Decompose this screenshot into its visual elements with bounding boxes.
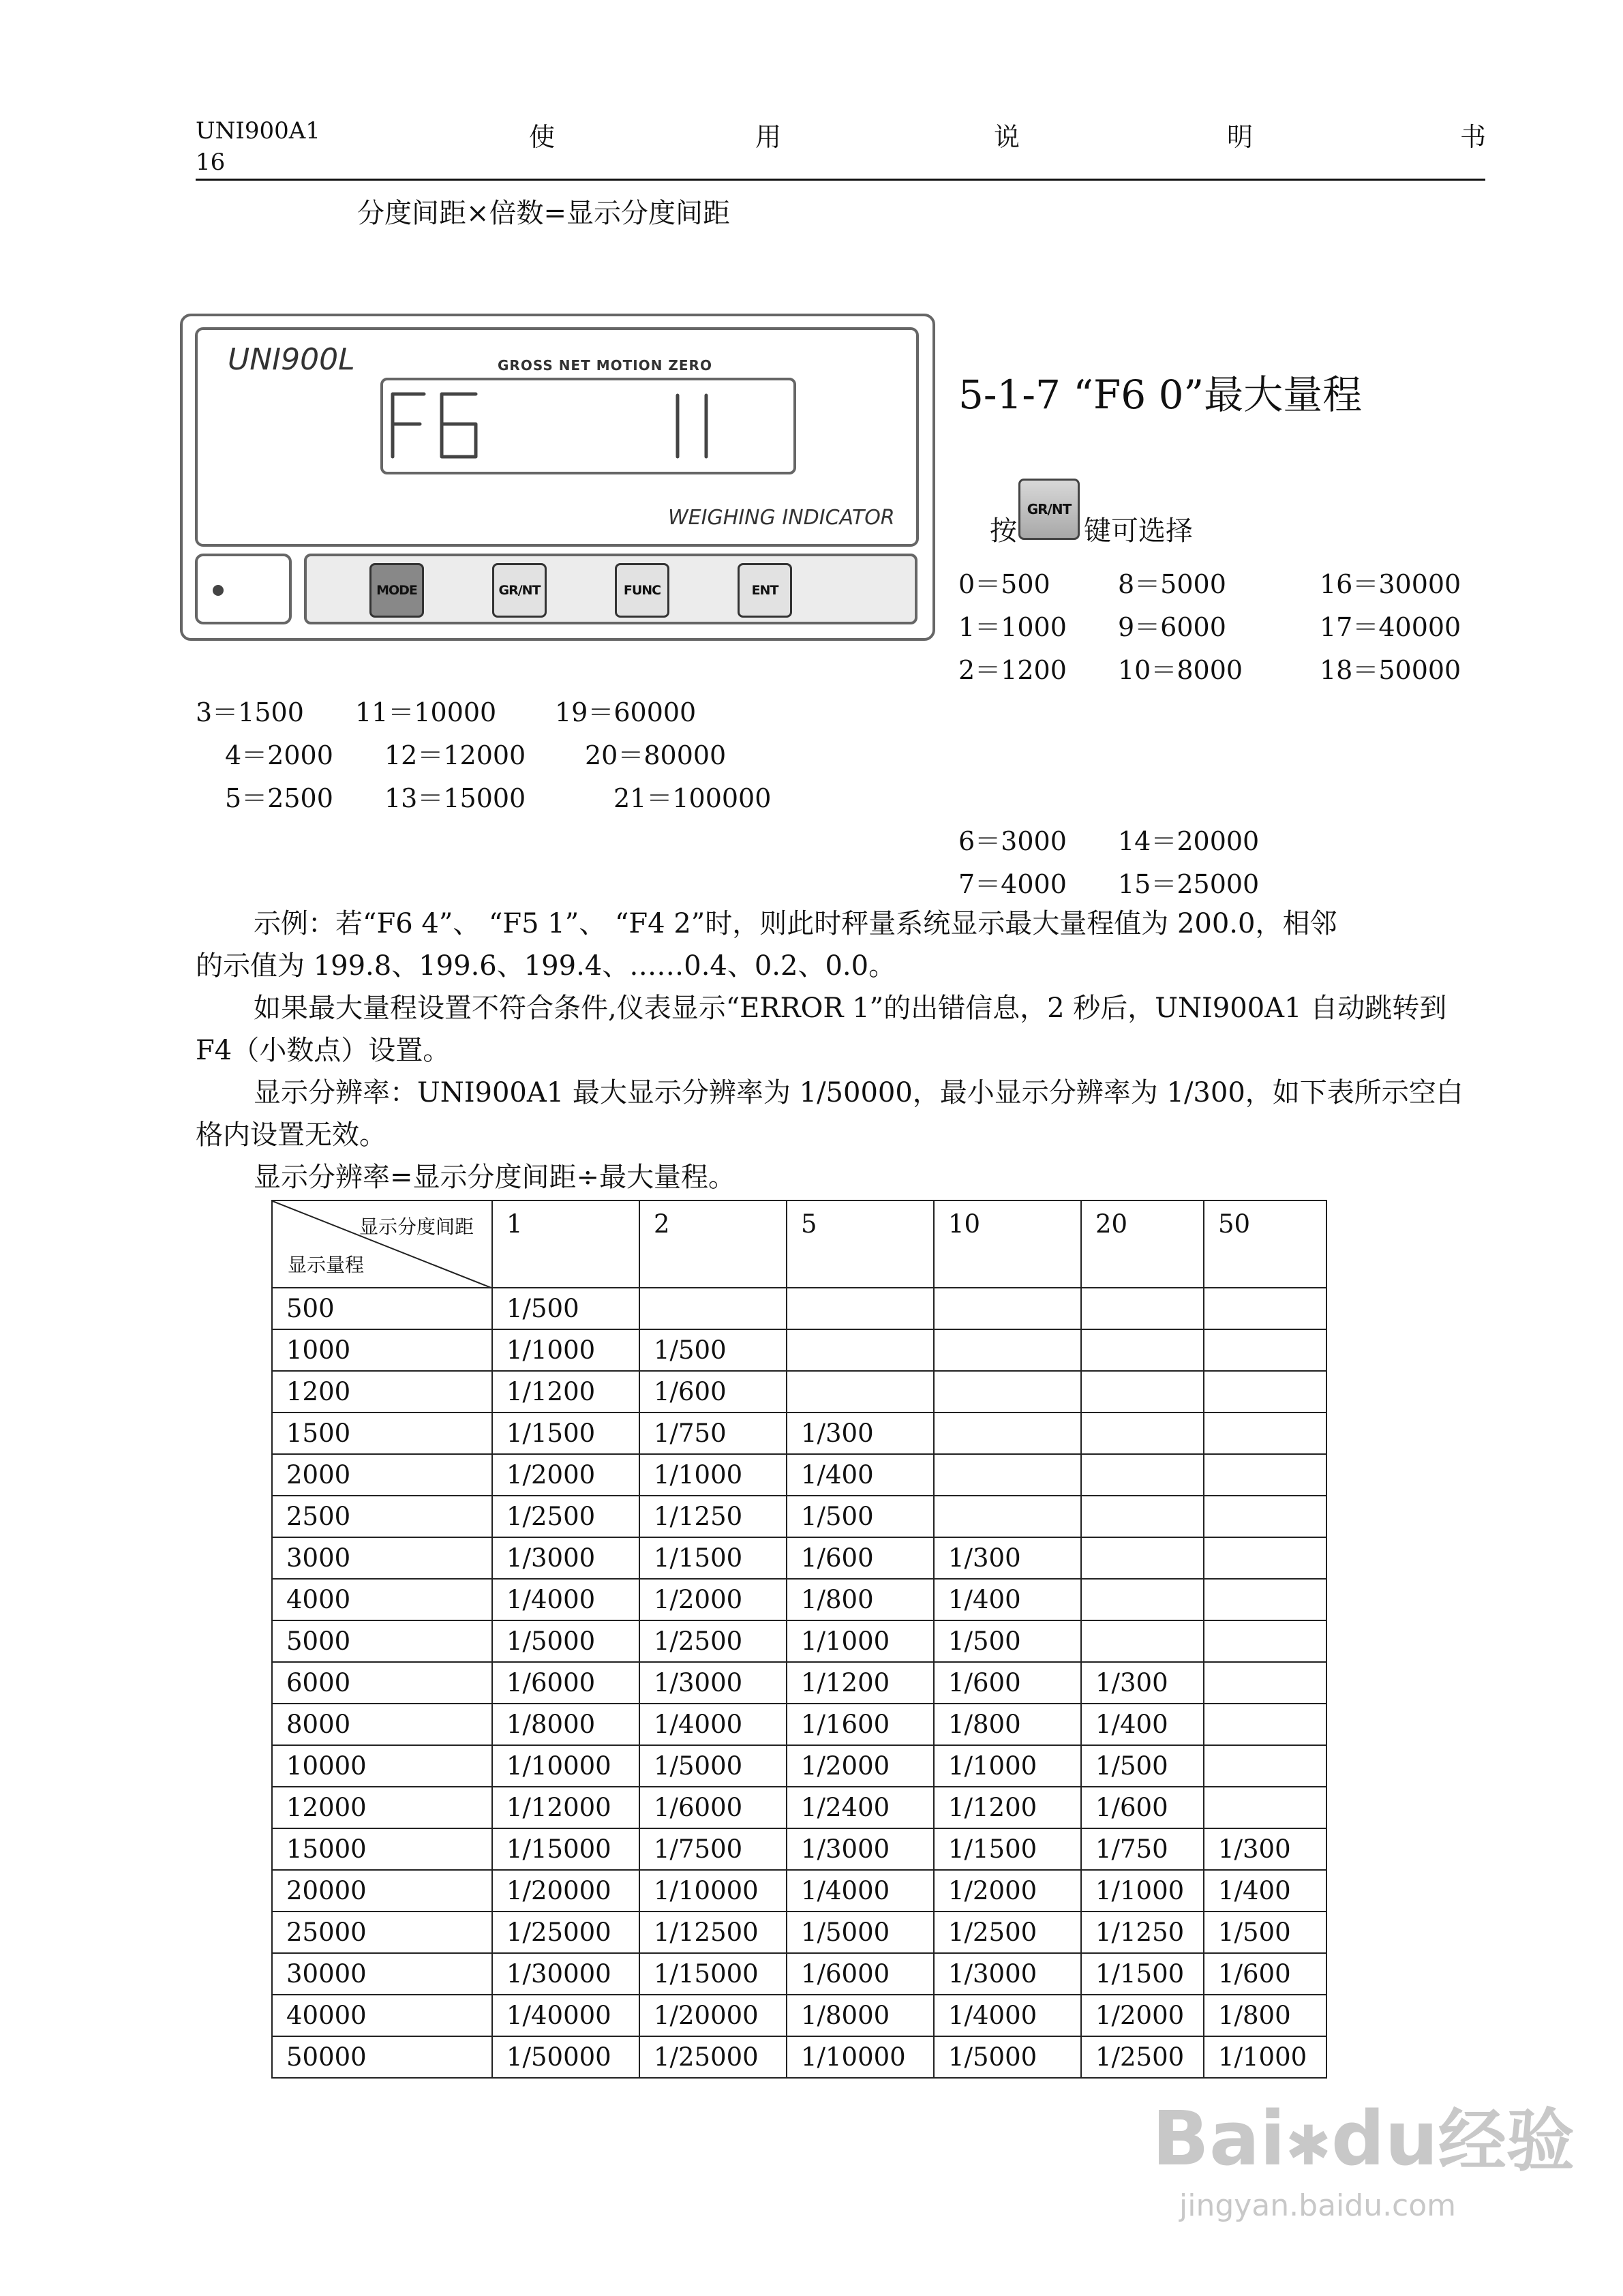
resolution-cell: 1/15000 bbox=[639, 1953, 787, 1995]
resolution-cell: 1/4000 bbox=[492, 1579, 639, 1620]
resolution-cell: 1/300 bbox=[1081, 1662, 1204, 1704]
table-row bbox=[272, 1953, 1326, 1995]
column-header: 10 bbox=[934, 1200, 1081, 1288]
resolution-cell: 1/600 bbox=[1204, 1953, 1326, 1995]
range-item: 14＝20000 bbox=[1118, 826, 1260, 856]
range-cell: 4000 bbox=[272, 1579, 492, 1620]
resolution-cell bbox=[1204, 1704, 1326, 1745]
resolution-cell: 1/3000 bbox=[639, 1662, 787, 1704]
table-header-row bbox=[272, 1200, 1326, 1288]
resolution-cell: 1/40000 bbox=[492, 1995, 639, 2036]
resolution-cell bbox=[1081, 1620, 1204, 1662]
resolution-cell: 1/1250 bbox=[639, 1496, 787, 1537]
column-header: 5 bbox=[787, 1200, 934, 1288]
resolution-cell: 1/750 bbox=[639, 1413, 787, 1454]
resolution-cell bbox=[1204, 1745, 1326, 1787]
range-item: 8＝5000 bbox=[1118, 569, 1226, 599]
resolution-cell: 1/2000 bbox=[787, 1745, 934, 1787]
resolution-cell: 1/2000 bbox=[639, 1579, 787, 1620]
resolution-cell: 1/2500 bbox=[934, 1912, 1081, 1953]
resolution-cell bbox=[1081, 1496, 1204, 1537]
resolution-cell: 1/1000 bbox=[639, 1454, 787, 1496]
corner-label-top: 显示分度间距 bbox=[359, 1215, 474, 1238]
example-line-1: 示例：若“F6 4”、 “F5 1”、 “F4 2”时，则此时秤量系统显示最大量程值为 200.0，相邻 bbox=[254, 908, 1337, 939]
resolution-cell bbox=[1081, 1329, 1204, 1371]
resolution-cell: 1/1000 bbox=[934, 1745, 1081, 1787]
header-title-char: 说 bbox=[994, 122, 1020, 152]
corner-header-cell bbox=[272, 1200, 492, 1288]
error-line-2: F4（小数点）设置。 bbox=[196, 1035, 451, 1066]
grnt-key-inline: GR/NT bbox=[1018, 479, 1080, 540]
table-row bbox=[272, 1288, 1326, 1329]
resolution-cell: 1/8000 bbox=[492, 1704, 639, 1745]
range-item: 11＝10000 bbox=[355, 697, 497, 727]
resolution-cell: 1/2500 bbox=[639, 1620, 787, 1662]
resolution-cell: 1/10000 bbox=[787, 2036, 934, 2078]
watermark-brand-suffix: du bbox=[1331, 2095, 1438, 2182]
range-item: 16＝30000 bbox=[1320, 569, 1461, 599]
resolution-cell: 1/5000 bbox=[787, 1912, 934, 1953]
table-row bbox=[272, 1787, 1326, 1828]
range-item: 0＝500 bbox=[958, 569, 1050, 599]
range-cell: 1200 bbox=[272, 1371, 492, 1413]
lcd-display bbox=[380, 378, 796, 474]
resolution-cell: 1/2400 bbox=[787, 1787, 934, 1828]
range-cell: 6000 bbox=[272, 1662, 492, 1704]
mode-key[interactable]: MODE bbox=[369, 563, 424, 618]
header-title-char: 使 bbox=[529, 122, 556, 152]
indicator-led-box bbox=[195, 554, 292, 624]
range-item: 15＝25000 bbox=[1118, 869, 1260, 899]
watermark-product: 经验 bbox=[1438, 2101, 1575, 2181]
range-item: 13＝15000 bbox=[384, 783, 526, 813]
table-row bbox=[272, 1912, 1326, 1953]
resolution-cell bbox=[934, 1413, 1081, 1454]
column-header: 1 bbox=[492, 1200, 639, 1288]
resolution-cell bbox=[1204, 1288, 1326, 1329]
led-icon bbox=[213, 585, 224, 596]
resolution-cell: 1/3000 bbox=[934, 1953, 1081, 1995]
resolution-cell: 1/25000 bbox=[492, 1912, 639, 1953]
table-row bbox=[272, 1454, 1326, 1496]
resolution-cell: 1/400 bbox=[1204, 1870, 1326, 1912]
table-row bbox=[272, 1371, 1326, 1413]
resolution-cell: 1/6000 bbox=[492, 1662, 639, 1704]
range-item: 20＝80000 bbox=[585, 740, 727, 770]
resolution-cell: 1/500 bbox=[492, 1288, 639, 1329]
table-row bbox=[272, 1537, 1326, 1579]
resolution-cell bbox=[1081, 1288, 1204, 1329]
range-cell: 3000 bbox=[272, 1537, 492, 1579]
range-cell: 30000 bbox=[272, 1953, 492, 1995]
range-item: 3＝1500 bbox=[196, 697, 304, 727]
resolution-cell bbox=[934, 1454, 1081, 1496]
table-row bbox=[272, 1828, 1326, 1870]
range-cell: 20000 bbox=[272, 1870, 492, 1912]
device-caption: WEIGHING INDICATOR bbox=[668, 506, 895, 530]
resolution-cell: 1/5000 bbox=[492, 1620, 639, 1662]
resolution-cell: 1/600 bbox=[787, 1537, 934, 1579]
resolution-line-2: 格内设置无效。 bbox=[196, 1119, 386, 1151]
resolution-cell bbox=[1081, 1413, 1204, 1454]
table-row bbox=[272, 1995, 1326, 2036]
resolution-cell bbox=[1081, 1537, 1204, 1579]
range-item: 17＝40000 bbox=[1320, 612, 1461, 642]
resolution-cell bbox=[1204, 1537, 1326, 1579]
table-row bbox=[272, 1496, 1326, 1537]
range-item: 6＝3000 bbox=[958, 826, 1067, 856]
page-number: 16 bbox=[196, 149, 226, 176]
range-cell: 12000 bbox=[272, 1787, 492, 1828]
resolution-cell: 1/500 bbox=[1204, 1912, 1326, 1953]
error-line-1: 如果最大量程设置不符合条件,仪表显示“ERROR 1”的出错信息，2 秒后，UNI900A1 自动跳转到 bbox=[254, 993, 1447, 1024]
resolution-cell bbox=[1204, 1579, 1326, 1620]
resolution-cell bbox=[1204, 1620, 1326, 1662]
resolution-cell bbox=[787, 1288, 934, 1329]
range-cell: 50000 bbox=[272, 2036, 492, 2078]
resolution-cell: 1/600 bbox=[639, 1371, 787, 1413]
range-item: 7＝4000 bbox=[958, 869, 1067, 899]
range-item: 2＝1200 bbox=[958, 655, 1067, 685]
range-cell: 10000 bbox=[272, 1745, 492, 1787]
resolution-cell: 1/1500 bbox=[492, 1413, 639, 1454]
watermark-url: jingyan.baidu.com bbox=[1179, 2188, 1457, 2223]
resolution-cell: 1/12000 bbox=[492, 1787, 639, 1828]
resolution-cell: 1/2000 bbox=[934, 1870, 1081, 1912]
resolution-cell: 1/50000 bbox=[492, 2036, 639, 2078]
range-cell: 40000 bbox=[272, 1995, 492, 2036]
resolution-cell: 1/1000 bbox=[1081, 1870, 1204, 1912]
resolution-cell: 1/1000 bbox=[1204, 2036, 1326, 2078]
resolution-cell bbox=[1081, 1454, 1204, 1496]
header-title-char: 用 bbox=[755, 122, 782, 152]
resolution-line-1: 显示分辨率：UNI900A1 最大显示分辨率为 1/50000，最小显示分辨率为 1/300，如下表所示空白 bbox=[254, 1077, 1463, 1108]
resolution-cell: 1/4000 bbox=[787, 1870, 934, 1912]
resolution-cell bbox=[1204, 1329, 1326, 1371]
resolution-cell: 1/800 bbox=[1204, 1995, 1326, 2036]
resolution-cell bbox=[1204, 1787, 1326, 1828]
corner-label-bottom: 显示量程 bbox=[288, 1254, 365, 1276]
column-header: 20 bbox=[1081, 1200, 1204, 1288]
range-cell: 500 bbox=[272, 1288, 492, 1329]
resolution-cell bbox=[1081, 1579, 1204, 1620]
resolution-cell bbox=[934, 1329, 1081, 1371]
resolution-cell bbox=[1204, 1371, 1326, 1413]
resolution-cell: 1/1000 bbox=[492, 1329, 639, 1371]
range-item: 9＝6000 bbox=[1118, 612, 1226, 642]
resolution-cell: 1/15000 bbox=[492, 1828, 639, 1870]
range-item: 19＝60000 bbox=[555, 697, 697, 727]
resolution-cell: 1/5000 bbox=[934, 2036, 1081, 2078]
range-item: 18＝50000 bbox=[1320, 655, 1461, 685]
header-title-char: 明 bbox=[1227, 122, 1254, 152]
table-row bbox=[272, 1704, 1326, 1745]
resolution-cell bbox=[934, 1288, 1081, 1329]
resolution-cell: 1/1500 bbox=[1081, 1953, 1204, 1995]
resolution-cell: 1/400 bbox=[787, 1454, 934, 1496]
range-item: 4＝2000 bbox=[225, 740, 333, 770]
range-item: 10＝8000 bbox=[1118, 655, 1243, 685]
resolution-cell: 1/10000 bbox=[639, 1870, 787, 1912]
range-cell: 15000 bbox=[272, 1828, 492, 1870]
section-heading: 5-1-7 “F6 0”最大量程 bbox=[958, 372, 1363, 418]
resolution-cell: 1/6000 bbox=[639, 1787, 787, 1828]
range-cell: 8000 bbox=[272, 1704, 492, 1745]
table-row bbox=[272, 2036, 1326, 2078]
resolution-cell: 1/2000 bbox=[1081, 1995, 1204, 2036]
press-prefix: 按 bbox=[990, 515, 1017, 547]
range-cell: 2000 bbox=[272, 1454, 492, 1496]
resolution-cell bbox=[1204, 1413, 1326, 1454]
resolution-cell: 1/2000 bbox=[492, 1454, 639, 1496]
table-row bbox=[272, 1413, 1326, 1454]
grnt-key[interactable]: GR/NT bbox=[492, 563, 547, 618]
resolution-cell bbox=[787, 1371, 934, 1413]
formula-line: 分度间距×倍数=显示分度间距 bbox=[357, 198, 731, 229]
func-key[interactable]: FUNC bbox=[615, 563, 669, 618]
column-header: 50 bbox=[1204, 1200, 1326, 1288]
resolution-cell: 1/2500 bbox=[492, 1496, 639, 1537]
table-row bbox=[272, 1620, 1326, 1662]
resolution-cell: 1/1000 bbox=[787, 1620, 934, 1662]
resolution-cell: 1/300 bbox=[1204, 1828, 1326, 1870]
resolution-cell: 1/20000 bbox=[639, 1995, 787, 2036]
resolution-cell: 1/20000 bbox=[492, 1870, 639, 1912]
resolution-cell: 1/300 bbox=[787, 1413, 934, 1454]
paw-icon: ✱ bbox=[1285, 2114, 1331, 2177]
header-title-char: 书 bbox=[1460, 122, 1487, 152]
range-item: 12＝12000 bbox=[384, 740, 526, 770]
resolution-cell: 1/3000 bbox=[787, 1828, 934, 1870]
resolution-cell: 1/500 bbox=[934, 1620, 1081, 1662]
resolution-cell: 1/3000 bbox=[492, 1537, 639, 1579]
resolution-cell: 1/1200 bbox=[787, 1662, 934, 1704]
ent-key[interactable]: ENT bbox=[738, 563, 792, 618]
range-cell: 1000 bbox=[272, 1329, 492, 1371]
resolution-cell bbox=[1204, 1662, 1326, 1704]
resolution-cell bbox=[1204, 1496, 1326, 1537]
resolution-cell bbox=[639, 1288, 787, 1329]
resolution-cell: 1/600 bbox=[1081, 1787, 1204, 1828]
header-rule bbox=[196, 179, 1485, 181]
resolution-cell bbox=[1081, 1371, 1204, 1413]
resolution-cell bbox=[1204, 1454, 1326, 1496]
device-model: UNI900L bbox=[228, 342, 355, 377]
segment-glyph-6 bbox=[442, 394, 476, 457]
resolution-cell: 1/4000 bbox=[639, 1704, 787, 1745]
table-body bbox=[272, 1288, 1326, 2078]
resolution-cell: 1/750 bbox=[1081, 1828, 1204, 1870]
resolution-table bbox=[271, 1200, 1327, 2079]
resolution-cell: 1/25000 bbox=[639, 2036, 787, 2078]
range-cell: 25000 bbox=[272, 1912, 492, 1953]
range-item: 1＝1000 bbox=[958, 612, 1067, 642]
table-row bbox=[272, 1329, 1326, 1371]
resolution-cell: 1/500 bbox=[639, 1329, 787, 1371]
resolution-cell: 1/4000 bbox=[934, 1995, 1081, 2036]
resolution-cell: 1/1600 bbox=[787, 1704, 934, 1745]
resolution-cell: 1/400 bbox=[1081, 1704, 1204, 1745]
resolution-cell: 1/7500 bbox=[639, 1828, 787, 1870]
resolution-cell: 1/12500 bbox=[639, 1912, 787, 1953]
resolution-cell: 1/1500 bbox=[639, 1537, 787, 1579]
resolution-cell bbox=[934, 1371, 1081, 1413]
press-suffix: 键可选择 bbox=[1084, 515, 1193, 547]
range-cell: 5000 bbox=[272, 1620, 492, 1662]
resolution-cell: 1/8000 bbox=[787, 1995, 934, 2036]
watermark-brand: Bai bbox=[1152, 2095, 1286, 2182]
segment-glyph-f bbox=[393, 394, 424, 457]
resolution-cell: 1/1250 bbox=[1081, 1912, 1204, 1953]
range-cell: 1500 bbox=[272, 1413, 492, 1454]
resolution-cell: 1/5000 bbox=[639, 1745, 787, 1787]
seven-segment-readout bbox=[383, 380, 793, 472]
weighing-indicator-panel bbox=[180, 314, 935, 641]
resolution-cell bbox=[934, 1496, 1081, 1537]
keypad bbox=[304, 554, 917, 624]
column-header: 2 bbox=[639, 1200, 787, 1288]
table-row bbox=[272, 1870, 1326, 1912]
resolution-cell: 1/6000 bbox=[787, 1953, 934, 1995]
range-item: 21＝100000 bbox=[613, 783, 772, 813]
panel-display-area bbox=[195, 327, 919, 547]
table-row bbox=[272, 1745, 1326, 1787]
resolution-cell: 1/1200 bbox=[934, 1787, 1081, 1828]
resolution-cell: 1/800 bbox=[787, 1579, 934, 1620]
doc-id: UNI900A1 bbox=[196, 117, 320, 145]
table-row bbox=[272, 1662, 1326, 1704]
table-row bbox=[272, 1579, 1326, 1620]
segment-glyph-11 bbox=[678, 395, 706, 457]
resolution-cell: 1/2500 bbox=[1081, 2036, 1204, 2078]
resolution-cell: 1/500 bbox=[1081, 1745, 1204, 1787]
range-cell: 2500 bbox=[272, 1496, 492, 1537]
resolution-formula: 显示分辨率=显示分度间距÷最大量程。 bbox=[254, 1162, 736, 1193]
status-labels: GROSS NET MOTION ZERO bbox=[498, 357, 712, 374]
resolution-cell: 1/400 bbox=[934, 1579, 1081, 1620]
resolution-cell: 1/1200 bbox=[492, 1371, 639, 1413]
resolution-cell: 1/30000 bbox=[492, 1953, 639, 1995]
resolution-cell: 1/1500 bbox=[934, 1828, 1081, 1870]
resolution-cell: 1/500 bbox=[787, 1496, 934, 1537]
resolution-cell: 1/600 bbox=[934, 1662, 1081, 1704]
resolution-cell: 1/10000 bbox=[492, 1745, 639, 1787]
example-line-2: 的示值为 199.8、199.6、199.4、……0.4、0.2、0.0。 bbox=[196, 950, 896, 982]
resolution-cell: 1/300 bbox=[934, 1537, 1081, 1579]
range-item: 5＝2500 bbox=[225, 783, 333, 813]
resolution-cell: 1/800 bbox=[934, 1704, 1081, 1745]
resolution-cell bbox=[787, 1329, 934, 1371]
